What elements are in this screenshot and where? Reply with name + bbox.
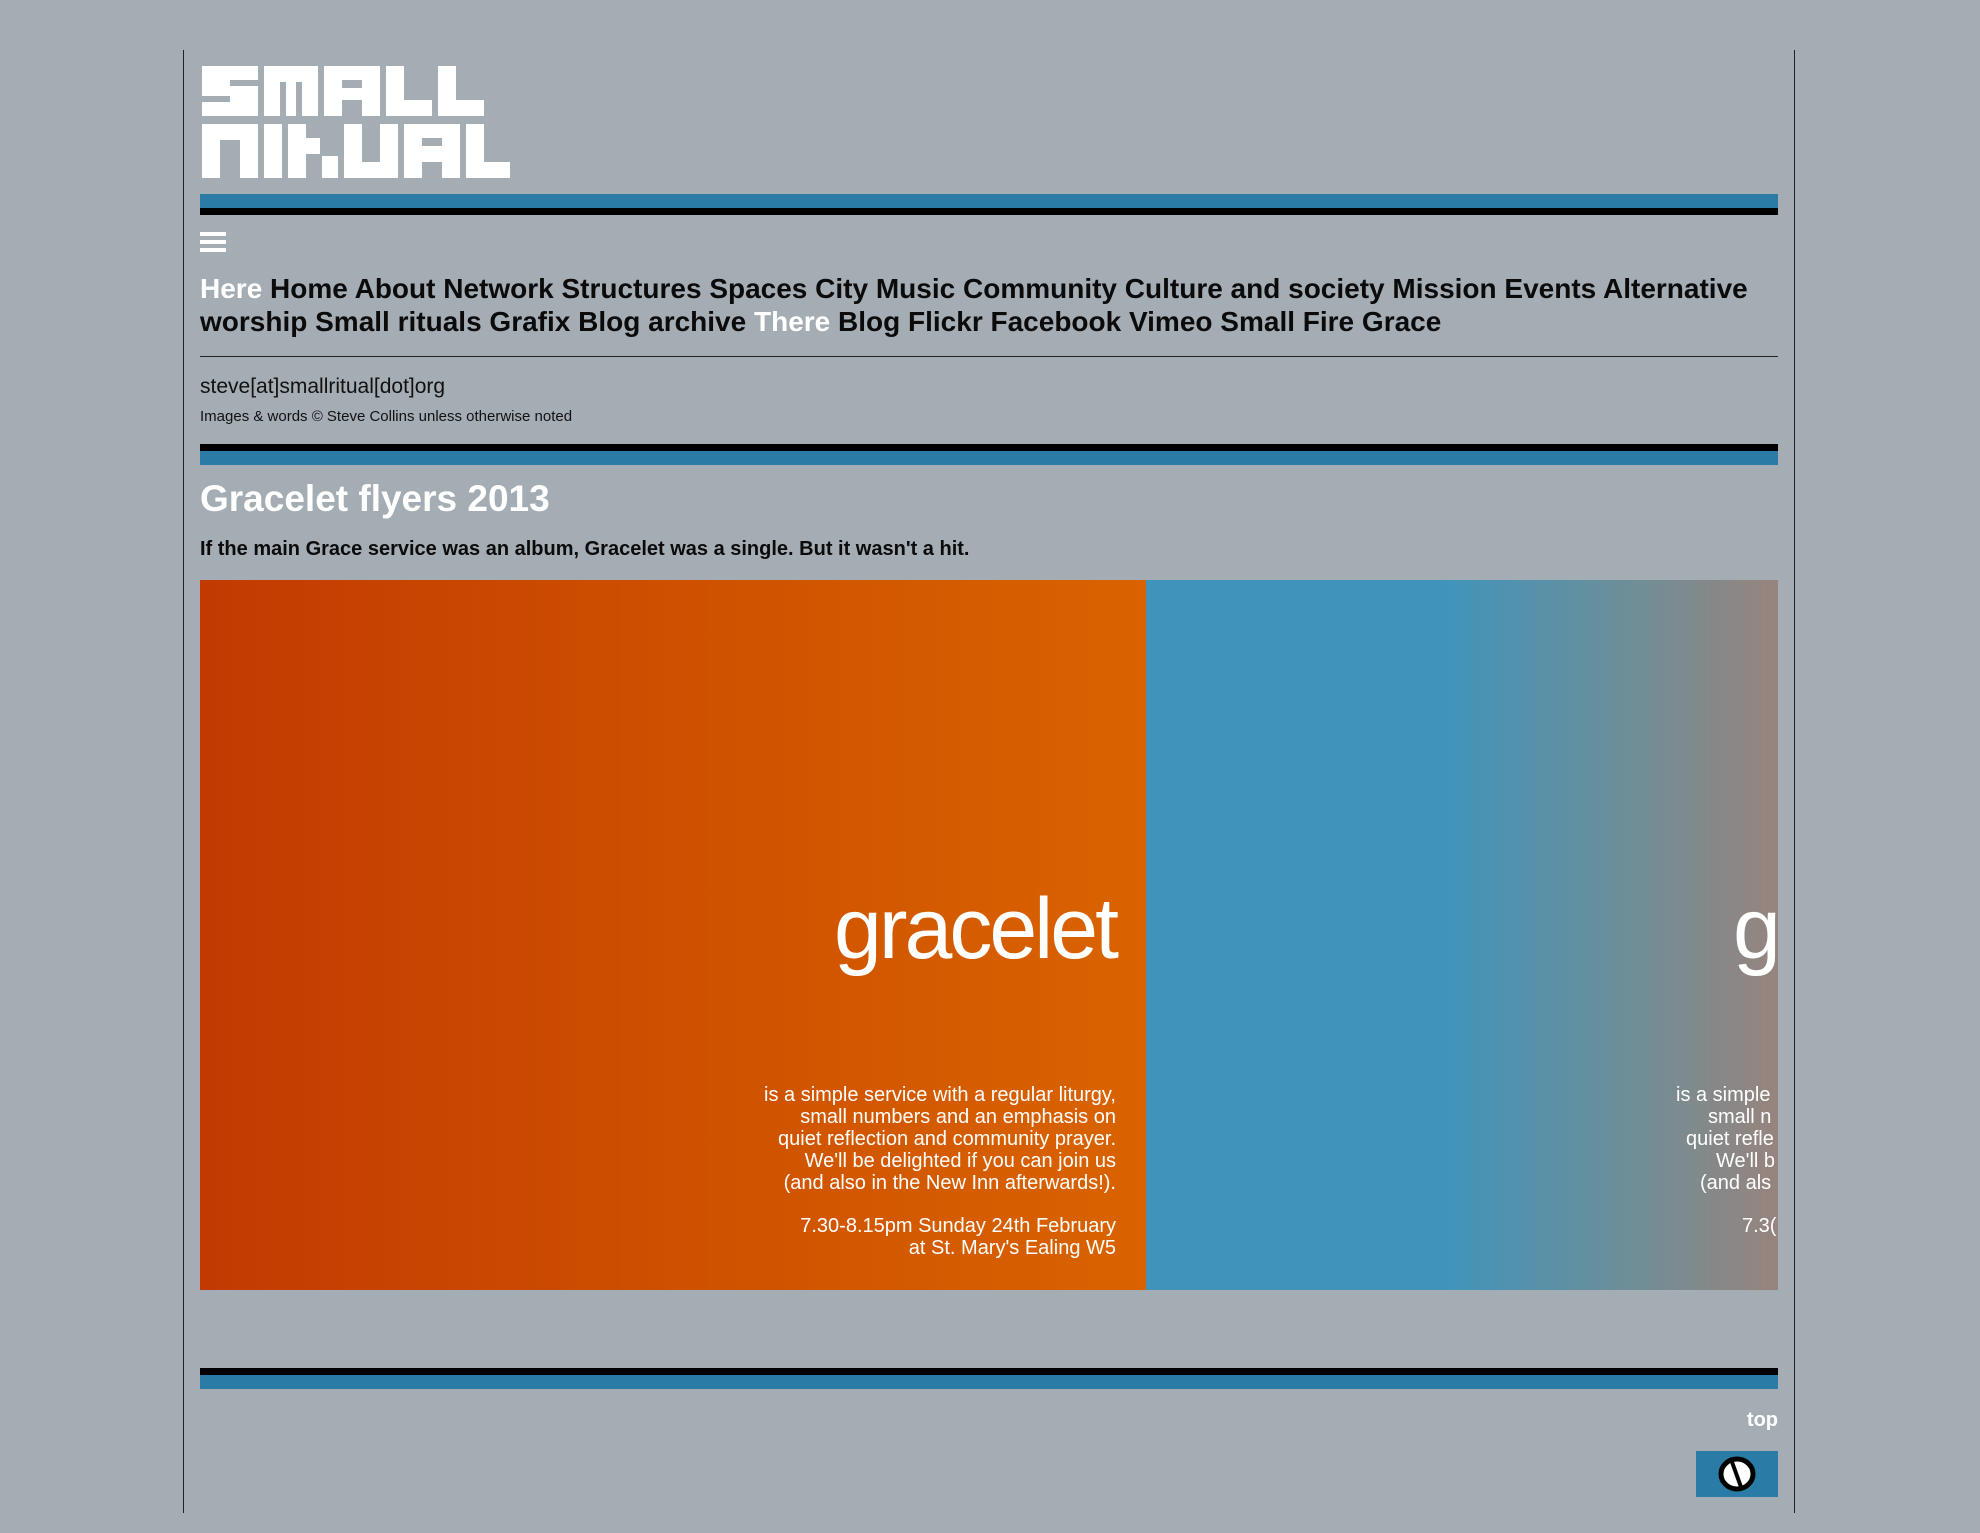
nav-link-grafix[interactable]: Grafix [489, 306, 571, 337]
flyer-time: 7.30-8.15pm Sunday 24th February [800, 1215, 1116, 1237]
copyright-notice: Images & words © Steve Collins unless otherwise noted [200, 408, 573, 425]
flyer-time: 7.3( [1742, 1215, 1777, 1237]
footer-badge[interactable] [1696, 1451, 1778, 1497]
flyer-line: small n [1708, 1106, 1772, 1128]
nav-link-small-fire[interactable]: Small Fire [1220, 306, 1355, 337]
flyer-gallery[interactable] [200, 580, 1778, 1290]
flyer-line: (and also in the New Inn afterwards!). [783, 1172, 1116, 1194]
main-navigation [200, 272, 1778, 338]
nav-divider [200, 356, 1778, 357]
contact-email: steve[at]smallritual[dot]org [200, 375, 446, 398]
footer-stripe [200, 1368, 1778, 1389]
nav-link-home[interactable]: Home [270, 273, 348, 304]
flyer-line: quiet refle [1686, 1128, 1774, 1150]
flyer-description [764, 1084, 1116, 1259]
nav-link-culture-and-society[interactable]: Culture and society [1124, 273, 1385, 304]
nav-link-vimeo[interactable]: Vimeo [1128, 306, 1213, 337]
flyer-line: small numbers and an emphasis on [800, 1106, 1116, 1128]
flyer-line: We'll b [1716, 1150, 1776, 1172]
flyer-wordmark: g [1733, 881, 1778, 977]
nav-link-about[interactable]: About [354, 273, 436, 304]
nav-link-community[interactable]: Community [963, 273, 1117, 304]
nav-link-facebook[interactable]: Facebook [990, 306, 1122, 337]
flyer-slide[interactable] [1146, 580, 1778, 1290]
flyer-slide[interactable] [200, 580, 1146, 1290]
nav-link-mission[interactable]: Mission [1392, 273, 1497, 304]
page-title: Gracelet flyers 2013 [200, 478, 550, 519]
flyer-wordmark: gracelet [834, 881, 1116, 977]
site-logo[interactable] [200, 64, 511, 180]
flyer-venue: at St. Mary's Ealing W5 [908, 1237, 1116, 1259]
page-subtitle: If the main Grace service was an album, Gracelet was a single. But it wasn't a hit. [200, 538, 970, 560]
nav-link-flickr[interactable]: Flickr [908, 306, 983, 337]
flyer-line: We'll be delighted if you can join us [804, 1150, 1116, 1172]
nav-section-there: There [753, 306, 831, 337]
nav-link-alternative-worship[interactable]: Alternative worship [200, 273, 1748, 337]
flyer-line: is a simple [1676, 1084, 1771, 1106]
nav-link-grace[interactable]: Grace [1361, 306, 1442, 337]
nav-link-spaces[interactable]: Spaces [709, 273, 808, 304]
circle-slash-icon [1716, 1454, 1758, 1494]
nav-link-city[interactable]: City [815, 273, 869, 304]
flyer-description [1676, 1084, 1776, 1237]
nav-link-small-rituals[interactable]: Small rituals [315, 306, 482, 337]
nav-link-structures[interactable]: Structures [561, 273, 702, 304]
nav-link-blog-archive[interactable]: Blog archive [578, 306, 747, 337]
nav-link-events[interactable]: Events [1504, 273, 1597, 304]
nav-link-network[interactable]: Network [443, 273, 554, 304]
flyer-line: quiet reflection and community prayer. [778, 1128, 1116, 1150]
flyer-line: (and als [1700, 1172, 1772, 1194]
nav-section-here: Here [200, 273, 263, 304]
back-to-top-link[interactable]: top [1746, 1409, 1778, 1431]
flyer-line: is a simple service with a regular liturgy, [764, 1084, 1116, 1106]
nav-link-music[interactable]: Music [875, 273, 956, 304]
nav-link-blog[interactable]: Blog [838, 306, 901, 337]
header-stripe [200, 194, 1778, 215]
content-stripe [200, 444, 1778, 465]
hamburger-menu-icon[interactable] [200, 232, 226, 256]
